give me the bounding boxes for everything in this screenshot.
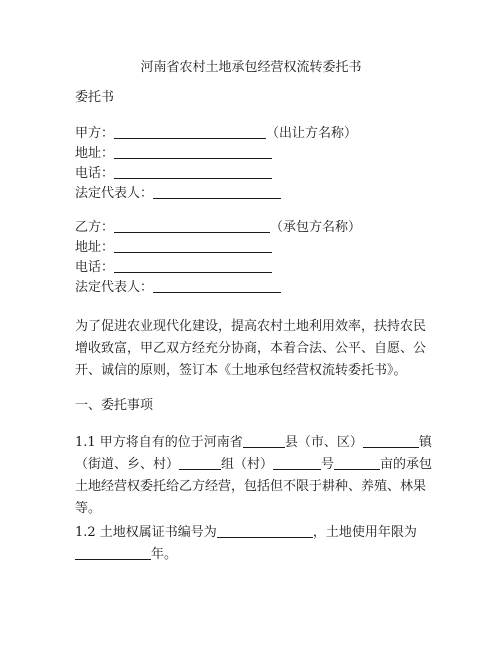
item-1-1-line: 土地经营权委托给乙方经营，包括但不限于耕种、养殖、林果 <box>75 479 427 494</box>
party-a-name-blank <box>114 124 266 139</box>
party-a-rep-label: 法定代表人： <box>75 186 154 201</box>
item-1-2-text: ，土地使用年限为 <box>312 525 417 540</box>
party-a-line <box>75 124 357 144</box>
item-1-2-text: 年。 <box>151 547 178 562</box>
party-a-address-label: 地址： <box>75 146 115 161</box>
party-a-phone-blank <box>114 164 272 179</box>
item-1-1-text: （街道、乡、村） <box>75 457 180 472</box>
party-b-note: （承包方名称） <box>270 220 362 235</box>
party-a-label: 甲方： <box>75 126 115 141</box>
item-1-1-text: 亩的承包 <box>380 457 433 472</box>
party-b-address-label: 地址： <box>75 240 115 255</box>
item-1-2-paragraph <box>75 522 435 566</box>
item-1-1-paragraph <box>75 432 435 520</box>
town-blank <box>363 433 419 448</box>
party-a-phone-label: 电话： <box>75 166 115 181</box>
party-a-rep-blank <box>153 184 281 199</box>
party-a-address-line <box>75 144 272 164</box>
intro-line: 增收致富，甲乙双方经充分协商，本着合法、公平、自愿、公 <box>75 341 427 356</box>
item-1-1-text: 号 <box>321 457 335 472</box>
document-heading: 委托书 <box>75 90 115 105</box>
number-blank <box>273 455 321 470</box>
area-blank <box>334 455 380 470</box>
party-b-rep-blank <box>153 278 281 293</box>
party-a-rep-line <box>75 184 281 204</box>
party-b-address-line <box>75 238 272 258</box>
item-1-2-line <box>75 544 435 566</box>
item-1-1-line <box>75 432 435 454</box>
item-1-2-line <box>75 522 435 544</box>
item-1-1-text: 县（市、区） <box>284 435 363 450</box>
group-blank <box>179 455 221 470</box>
county-blank <box>243 433 285 448</box>
item-1-2-text: 1.2 土地权属证书编号为 <box>75 525 217 540</box>
intro-line: 开、诚信的原则，签订本《土地承包经营权流转委托书》。 <box>75 363 407 378</box>
party-b-line <box>75 218 361 238</box>
years-blank <box>75 545 151 560</box>
item-1-1-text: 1.1 甲方将自有的位于河南省 <box>75 435 243 450</box>
intro-line: 为了促进农业现代化建设，提高农村土地利用效率，扶持农民 <box>75 319 427 334</box>
party-b-name-blank <box>114 218 270 233</box>
party-a-phone-line <box>75 164 272 184</box>
item-1-1-text: 镇 <box>418 435 432 450</box>
document-title: 河南省农村土地承包经营权流转委托书 <box>140 60 362 75</box>
intro-paragraph <box>75 316 435 382</box>
item-1-1-line <box>75 454 435 476</box>
party-a-address-blank <box>114 144 272 159</box>
item-1-1-text: 组（村） <box>221 457 274 472</box>
party-a-note: （出让方名称） <box>266 126 358 141</box>
party-b-rep-line <box>75 278 281 298</box>
party-b-phone-label: 电话： <box>75 260 115 275</box>
party-b-phone-line <box>75 258 272 278</box>
item-1-1-line: 等。 <box>75 501 102 516</box>
party-b-rep-label: 法定代表人： <box>75 280 154 295</box>
party-b-label: 乙方： <box>75 220 115 235</box>
party-b-phone-blank <box>114 258 272 273</box>
certificate-number-blank <box>217 523 313 538</box>
section-1-heading: 一、委托事项 <box>75 398 154 413</box>
party-b-address-blank <box>114 238 272 253</box>
